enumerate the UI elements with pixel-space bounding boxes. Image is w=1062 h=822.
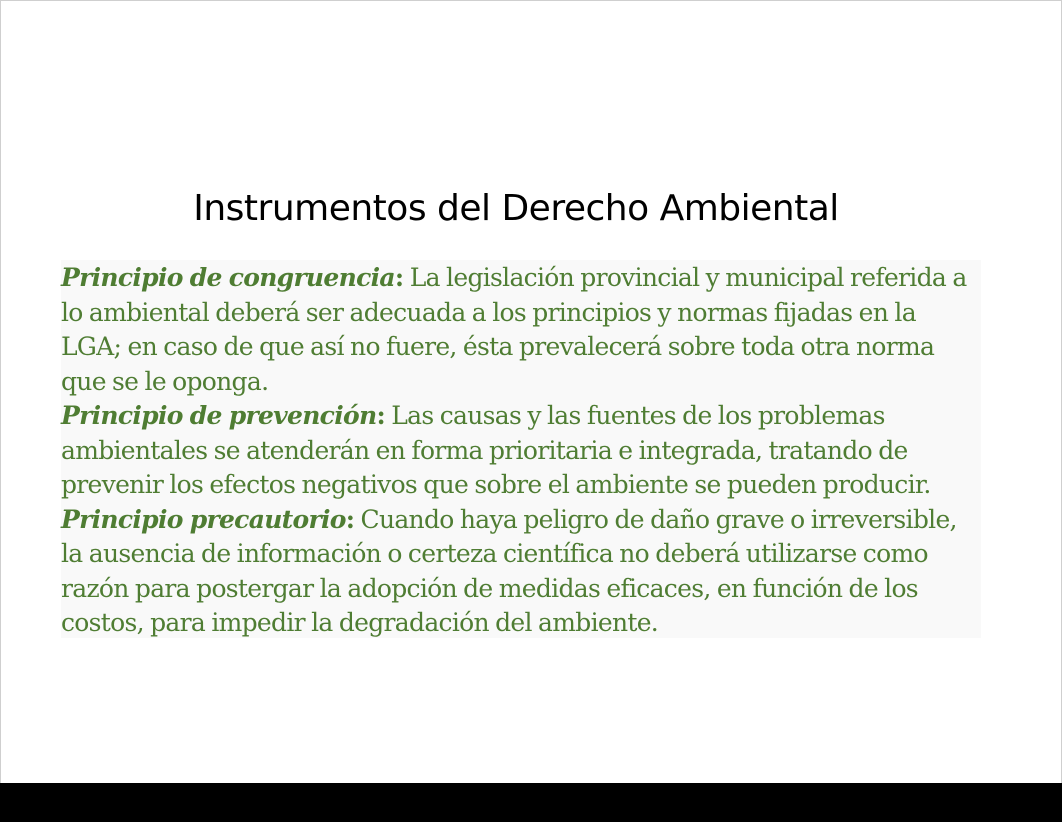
principle-separator: : — [394, 263, 404, 292]
principle-separator: : — [345, 504, 355, 534]
principles-text-box — [61, 260, 981, 638]
principle-name: Principio de prevención — [61, 401, 377, 430]
principle-text: La legislación provincial y municipal referida a lo ambiental deberá ser adecuada a los principios y normas fijadas en la LGA; en caso de que así no fuere, ésta prevalecerá sobre toda otra norma que se le oponga. — [61, 263, 967, 396]
principle-prevencion — [61, 399, 981, 503]
principle-text: Cuando haya peligro de daño grave o irreversible, la ausencia de información o certeza científica no deberá utilizarse como razón para postergar la adopción de medidas eficaces, en función de los costos, para impedir la degradación del ambiente. — [61, 504, 957, 637]
principle-precautorio — [61, 503, 981, 641]
principle-congruencia — [61, 261, 981, 399]
principle-name: Principio precautorio — [61, 504, 346, 534]
slide-title: Instrumentos del Derecho Ambiental — [193, 188, 839, 229]
principle-name: Principio de congruencia — [61, 263, 395, 292]
principle-separator: : — [376, 401, 385, 430]
bottom-black-bar — [0, 783, 1062, 822]
principle-text: Las causas y las fuentes de los problemas ambientales se atenderán en forma prioritaria e integrada, tratando de prevenir los efectos negativos que sobre el ambiente se pueden producir. — [61, 401, 931, 499]
